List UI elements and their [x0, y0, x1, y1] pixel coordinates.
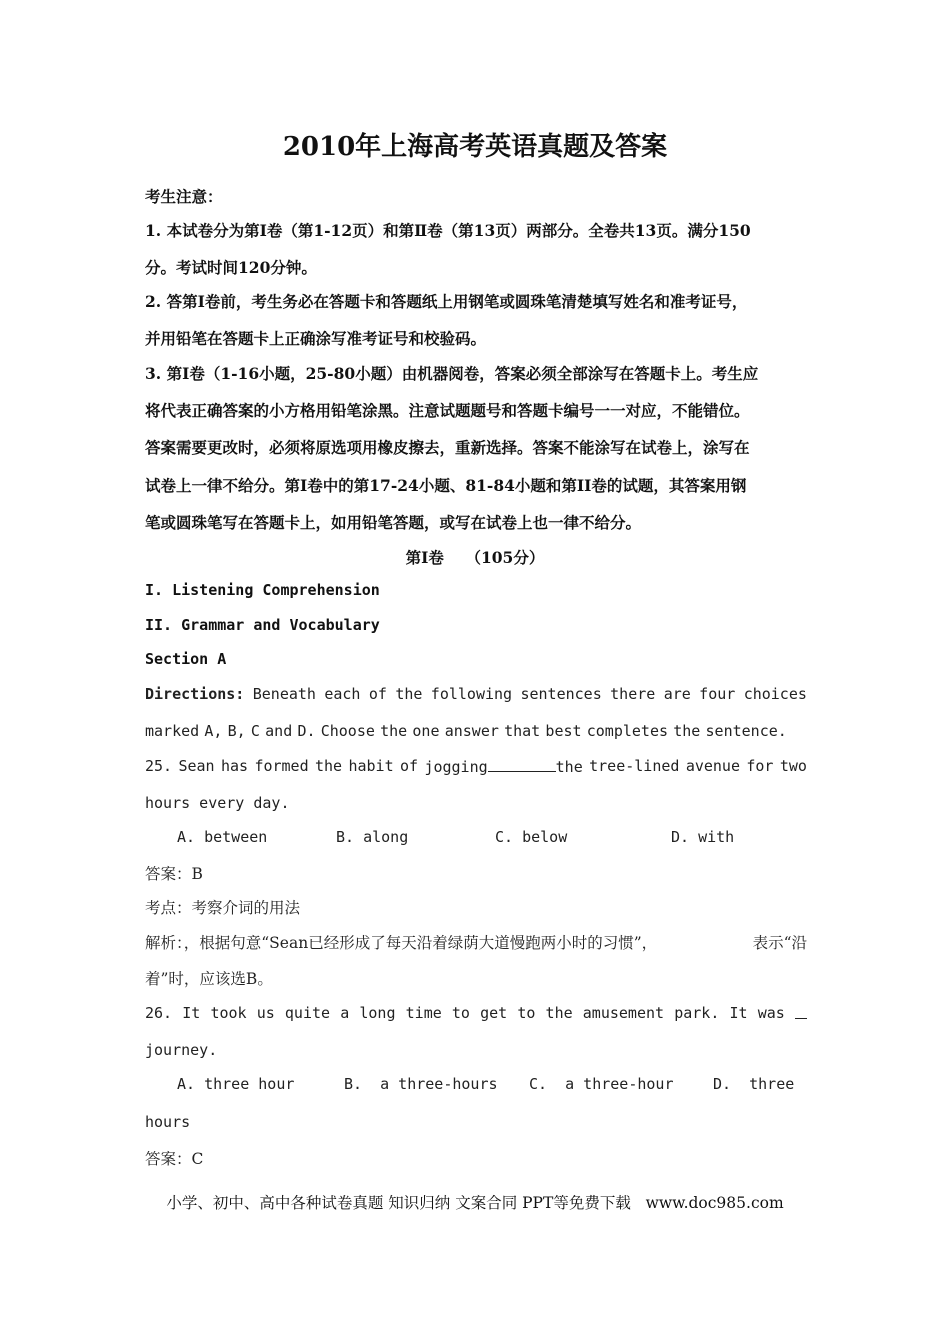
section-grammar: II. Grammar and Vocabulary — [145, 616, 380, 634]
notice-line: 2. 答第Ⅰ卷前，考生务必在答题卡和答题纸上用钢笔或圆珠笔清楚填写姓名和准考证号， — [145, 292, 748, 311]
q25-line-1 — [145, 757, 807, 776]
q26-option-a: A. three hour — [177, 1075, 295, 1093]
q25-option-c: C. below — [495, 828, 568, 846]
word: to — [451, 1004, 470, 1022]
q25-analysis-line-1 — [145, 931, 807, 953]
analysis-text: 解析：，根据句意“Sean已经形成了每天沿着绿荫大道慢跑两小时的习惯”， — [145, 934, 658, 952]
word: D. — [297, 722, 316, 740]
word: 25. — [145, 757, 173, 775]
q26-line-1 — [145, 1004, 807, 1022]
word: best — [545, 722, 582, 740]
q26-option-d-continued: hours — [145, 1113, 191, 1131]
word: has — [220, 757, 249, 775]
word: the — [555, 758, 583, 776]
notice-line: 试卷上一律不给分。第Ⅰ卷中的第17-24小题、81-84小题和第II卷的试题，其答案用钢 — [145, 476, 747, 495]
word: park. — [674, 1004, 720, 1022]
word: get — [480, 1004, 508, 1022]
notice-heading: 考生注意： — [145, 187, 223, 206]
q26-option-b: B. a three-hours — [344, 1075, 498, 1093]
notice-line: 3. 第Ⅰ卷（1-16小题，25-80小题）由机器阅卷，答案必须全部涂写在答题卡上。考生应 — [145, 364, 759, 383]
word: quite — [284, 1004, 331, 1022]
word: jogging — [424, 758, 488, 776]
word: the — [315, 757, 343, 775]
directions-line-1 — [145, 685, 807, 703]
q25-option-a: A. between — [177, 828, 268, 846]
word: for — [746, 757, 774, 775]
word: of — [400, 757, 419, 775]
word: two — [779, 757, 807, 775]
word: amusement — [582, 1004, 665, 1022]
word: are — [663, 685, 691, 703]
document-title: 2010年上海高考英语真题及答案 — [282, 132, 668, 162]
jogging-with-blank — [424, 757, 582, 776]
word: each — [324, 685, 361, 703]
notice-line: 分。考试时间120分钟。 — [145, 258, 317, 277]
word: long — [359, 1004, 396, 1022]
word: sentences — [520, 685, 602, 703]
notice-line: 并用铅笔在答题卡上正确涂写准考证号和校验码。 — [145, 329, 487, 348]
word: of — [368, 685, 387, 703]
word: that — [504, 722, 541, 740]
notice-line: 笔或圆珠笔写在答题卡上，如用铅笔答题，或写在试卷上也一律不给分。 — [145, 513, 642, 532]
word: the — [545, 1004, 573, 1022]
word: one — [412, 722, 440, 740]
q25-answer: 答案：B — [145, 865, 203, 883]
notice-line: 1. 本试卷分为第Ⅰ卷（第1-12页）和第Ⅱ卷（第13页）两部分。全卷共13页。满分150 — [145, 221, 751, 240]
word: the — [673, 722, 701, 740]
word: avenue — [685, 757, 740, 775]
word: It — [729, 1004, 748, 1022]
q25-line-2: hours every day. — [145, 794, 290, 812]
word: following — [430, 685, 513, 703]
q25-analysis-line-2: 着”时，应该选B。 — [145, 970, 273, 988]
word: the — [380, 722, 408, 740]
notice-line: 将代表正确答案的小方格用铅笔涂黑。注意试题题号和答题卡编号一一对应，不能错位。 — [145, 401, 750, 420]
word: tree-lined — [589, 757, 680, 775]
word: and — [265, 722, 293, 740]
word: answer — [444, 722, 499, 740]
section-listening: I. Listening Comprehension — [145, 581, 380, 599]
word: the — [395, 685, 423, 703]
word: there — [610, 685, 656, 703]
section-a-heading: Section A — [145, 650, 227, 668]
word: 26. — [145, 1004, 173, 1022]
page-footer: 小学、初中、高中各种试卷真题 知识归纳 文案合同 PPT等免费下载 www.doc985.com — [166, 1194, 784, 1212]
q25-point: 考点：考察介词的用法 — [145, 899, 301, 917]
word: to — [517, 1004, 536, 1022]
word: Beneath — [252, 685, 316, 703]
q26-answer: 答案：C — [145, 1150, 204, 1168]
analysis-text: 表示“沿 — [752, 934, 807, 952]
word: took — [210, 1004, 247, 1022]
word: B, — [227, 722, 246, 740]
word: us — [256, 1004, 275, 1022]
word: Choose — [320, 722, 375, 740]
word: sentence. — [705, 722, 787, 740]
word: It — [182, 1004, 201, 1022]
word: A, — [204, 722, 223, 740]
directions-label: Directions: — [145, 685, 245, 703]
notice-line: 答案需要更改时，必须将原选项用橡皮擦去，重新选择。答案不能涂写在试卷上，涂写在 — [145, 438, 750, 457]
q26-option-c: C. a three-hour — [529, 1075, 674, 1093]
word: a — [340, 1004, 350, 1022]
word: C — [250, 722, 260, 740]
word: habit — [348, 757, 394, 775]
word: was — [757, 1004, 785, 1022]
directions-line-2 — [145, 722, 787, 740]
word: Sean — [178, 757, 215, 775]
word: four — [699, 685, 736, 703]
word: formed — [254, 757, 309, 775]
q25-option-b: B. along — [336, 828, 409, 846]
word: choices — [743, 685, 807, 703]
word: marked — [145, 722, 200, 740]
answer-blank — [488, 757, 556, 772]
word: time — [405, 1004, 442, 1022]
word: completes — [586, 722, 669, 740]
q26-line-2: journey. — [145, 1041, 218, 1059]
q25-option-d: D. with — [671, 828, 735, 846]
answer-blank — [795, 1004, 807, 1019]
q26-option-d: D. three — [713, 1075, 795, 1093]
volume-heading: 第Ⅰ卷 （105分） — [405, 548, 545, 567]
